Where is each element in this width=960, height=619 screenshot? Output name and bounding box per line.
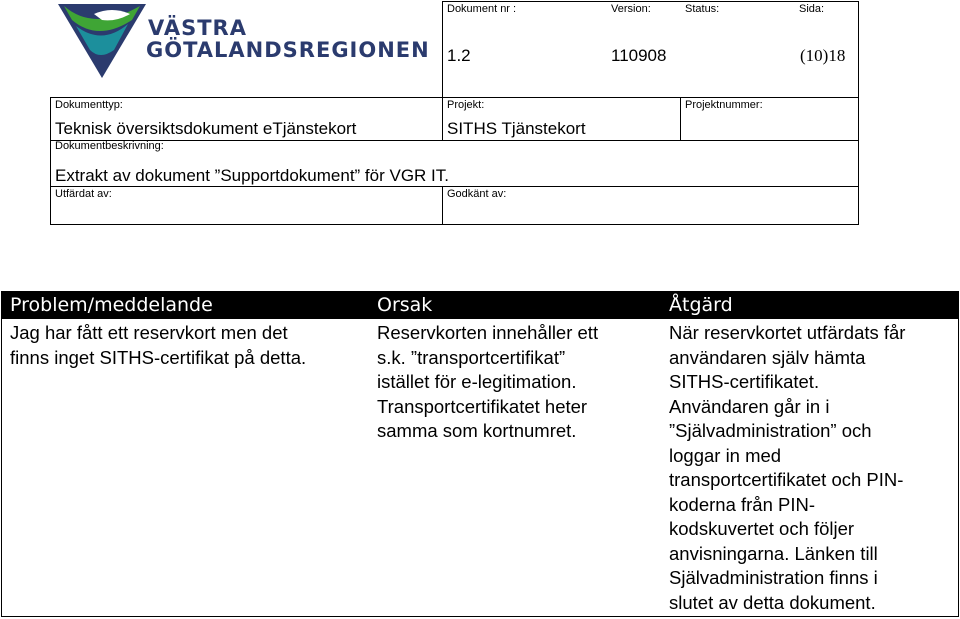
dokumentbeskrivning-value: Extrakt av dokument ”Supportdokument” för VGR IT.	[55, 166, 449, 185]
logo-line1: VÄSTRA	[148, 16, 247, 40]
cell-atgard: När reservkortet utfärdats får användaren själv hämta SITHS-certifikatet. Användaren går in i ”Självadministration” och loggar in med transportcertifikatet och PIN- koderna från PIN- kodskuvertet och följer anvisningarna. Länken till Självadministration finns i slutet av detta dokument.	[669, 322, 906, 613]
logo-line2: GÖTALANDSREGIONEN	[146, 38, 430, 62]
projekt-label: Projekt:	[447, 99, 485, 111]
column-header-problem: Problem/meddelande	[10, 291, 213, 319]
column-header-atgard: Åtgärd	[669, 291, 733, 319]
sida-value: (10)18	[800, 46, 846, 65]
sida-label: Sida:	[799, 3, 825, 15]
dokumentbeskrivning-label: Dokumentbeskrivning:	[55, 140, 164, 152]
dokument-nr-label: Dokument nr :	[447, 3, 517, 15]
column-header-orsak: Orsak	[377, 291, 432, 319]
dokument-nr-value: 1.2	[447, 46, 471, 65]
vgr-logo-icon	[54, 2, 154, 80]
projektnummer-label: Projektnummer:	[685, 99, 763, 111]
godkant-label: Godkänt av:	[447, 188, 507, 200]
cell-orsak: Reservkorten innehåller ett s.k. ”transportcertifikat” istället för e-legitimation. Transportcertifikatet heter samma som kortnumret.	[377, 322, 599, 441]
logo	[54, 2, 434, 82]
version-value: 110908	[611, 46, 667, 65]
status-label: Status:	[685, 3, 720, 15]
version-label: Version:	[611, 3, 651, 15]
dokumenttyp-label: Dokumenttyp:	[55, 99, 123, 111]
dokumenttyp-value: Teknisk översiktsdokument eTjänstekort	[55, 119, 357, 138]
projekt-value: SITHS Tjänstekort	[447, 119, 586, 138]
cell-problem: Jag har fått ett reservkort men det finns inget SITHS-certifikat på detta.	[10, 322, 307, 368]
utfardat-label: Utfärdat av:	[55, 188, 112, 200]
